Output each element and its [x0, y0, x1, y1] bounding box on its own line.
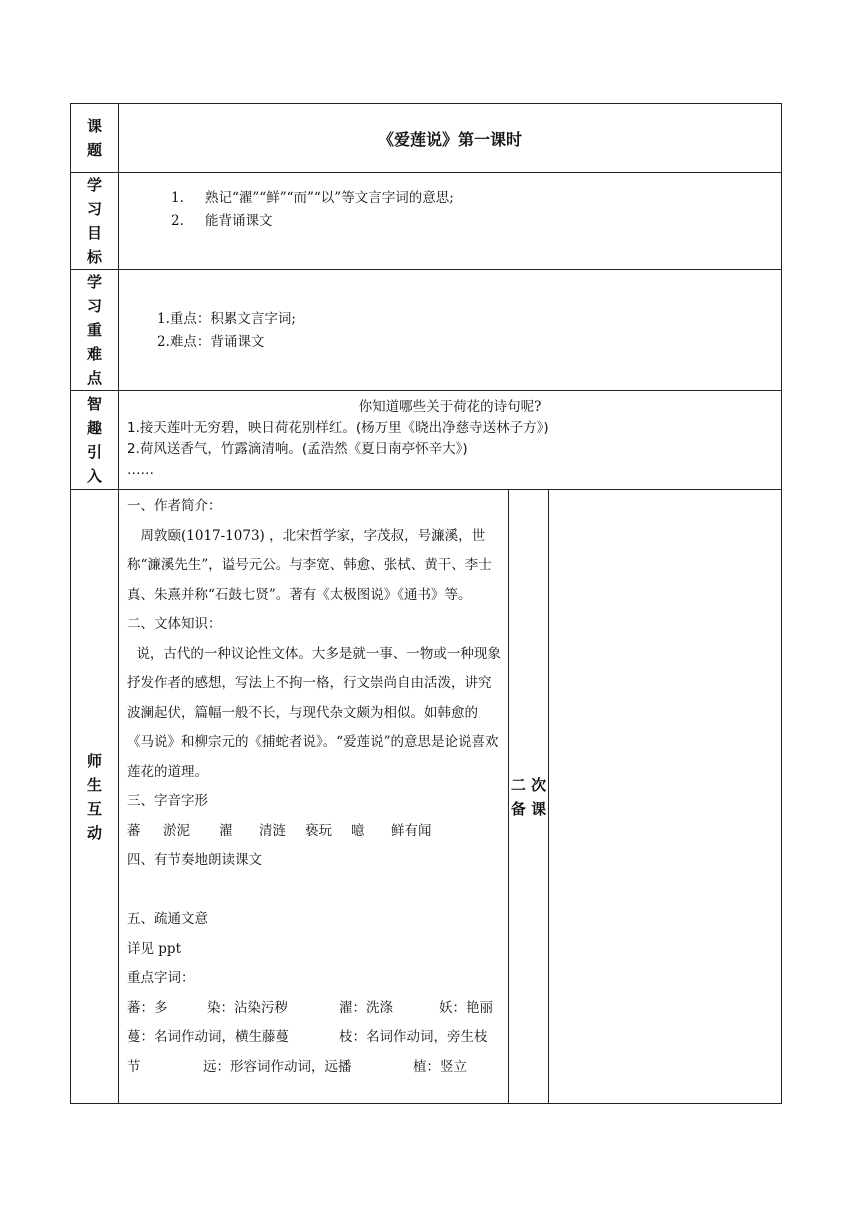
objective-item: 1. 熟记“濯”“鲜”“而”“以”等文言字词的意思; [171, 190, 454, 206]
word: 噫 [351, 822, 365, 839]
interaction-content [119, 490, 509, 1104]
lesson-plan-table [70, 103, 782, 1104]
word: 濯 [219, 822, 233, 839]
row-objectives [71, 173, 782, 270]
intro-content [119, 391, 782, 490]
label-interaction: 师 生 互 动 [71, 490, 119, 1104]
pronunciation-words [127, 817, 502, 847]
label-intro: 智 趣 引 入 [71, 391, 119, 490]
intro-ellipsis: …… [127, 462, 154, 478]
section-heading: 三、字音字形 [127, 793, 208, 809]
objectives-content [119, 173, 782, 270]
key-point-item: 1.重点：积累文言字词; [157, 311, 296, 327]
vocab-line: 蔓：名词作动词，横生藤蔓 枝：名词作动词，旁生枝 [127, 1029, 488, 1045]
row-interaction [71, 490, 782, 1104]
author-paragraph: 周敦颐(1017-1073) ，北宋哲学家，字茂叔，号濂溪，世称“濂溪先生”，谥号元公。与李宽、韩愈、张栻、黄干、李士真、朱熹并称“石鼓七贤”。著有《太极图说》《通书》等。 [127, 527, 492, 603]
label-topic: 课 题 [71, 104, 119, 173]
key-point-item: 2.难点：背诵课文 [157, 334, 265, 350]
meaning-note: 详见 ppt [127, 940, 181, 957]
section-heading: 四、有节奏地朗读课文 [127, 852, 262, 868]
word: 淤泥 [163, 822, 190, 839]
section-heading: 一、作者简介： [127, 498, 222, 514]
section-heading: 重点字词： [127, 970, 195, 986]
label-second-prep: 二 次 备 课 [509, 490, 549, 1104]
label-objectives: 学 习 目 标 [71, 173, 119, 270]
genre-paragraph: 说，古代的一种议论性文体。大多是就一事、一物或一种现象抒发作者的感想，写法上不拘一格，行文崇尚自由活泼，讲究波澜起伏，篇幅一般不长，与现代杂文颇为相似。如韩愈的《马说》和柳宗元的《捕蛇者说》。“爱莲说”的意思是论说喜欢莲花的道理。 [127, 645, 501, 780]
word: 亵玩 [305, 822, 332, 839]
vocab-line: 蕃：多 染：沾染污秽 濯：洗涤 妖：艳丽 [127, 999, 493, 1016]
section-heading: 二、文体知识： [127, 616, 222, 632]
row-intro [71, 391, 782, 490]
word: 鲜有闻 [391, 822, 432, 839]
section-heading: 五、疏通文意 [127, 911, 208, 927]
vocab-line: 节 远：形容词作动词，远播 植：竖立 [127, 1058, 467, 1075]
label-key-points: 学 习 重 难 点 [71, 270, 119, 391]
objective-item: 2. 能背诵课文 [171, 213, 273, 229]
intro-poem: 2.荷风送香气，竹露滴清响。(孟浩然《夏日南亭怀辛大》) [127, 441, 468, 457]
intro-question: 你知道哪些关于荷花的诗句呢? [358, 399, 542, 415]
intro-poem: 1.接天莲叶无穷碧，映日荷花别样红。(杨万里《晓出净慈寺送林子方》) [127, 420, 549, 436]
word: 蕃 [127, 822, 141, 839]
row-topic [71, 104, 782, 173]
key-points-content [119, 270, 782, 391]
word: 清涟 [259, 822, 286, 839]
row-key-points [71, 270, 782, 391]
second-prep-notes[interactable] [549, 490, 782, 1104]
lesson-title: 《爱莲说》第一课时 [119, 104, 782, 173]
